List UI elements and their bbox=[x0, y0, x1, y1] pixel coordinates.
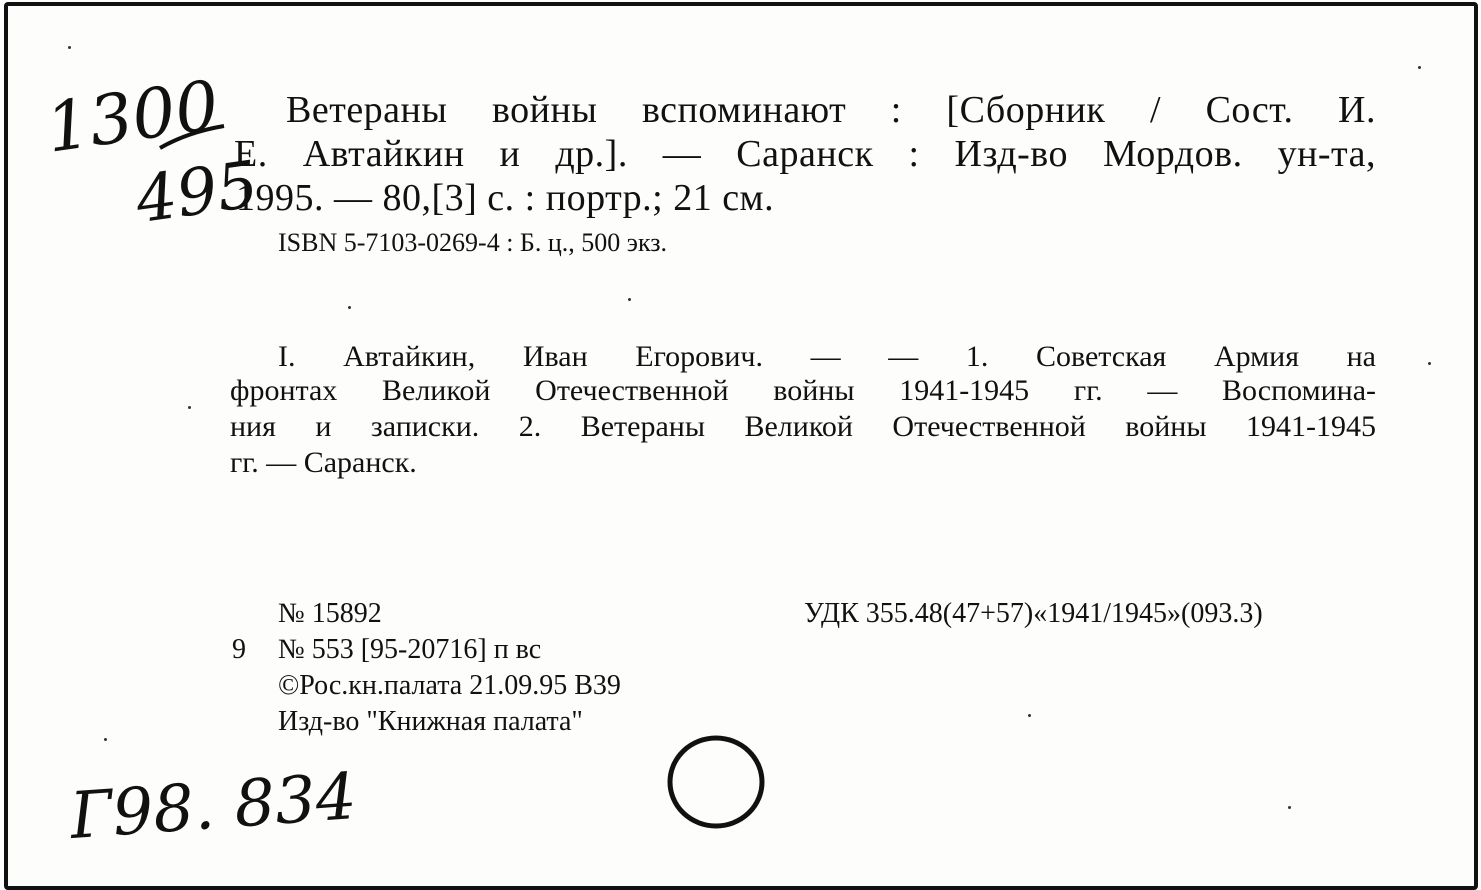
speckle bbox=[1418, 66, 1421, 69]
subject-line-1: I. Автайкин, Иван Егорович. — — 1. Советская Армия на bbox=[278, 340, 1376, 373]
chamber-number: № 553 [95-20716] п вс bbox=[278, 634, 542, 665]
title-line-3: 1995. — 80,[3] с. : портр.; 21 см. bbox=[236, 177, 775, 219]
speckle bbox=[188, 406, 191, 409]
copyright-line: ©Рос.кн.палата 21.09.95 В39 bbox=[278, 670, 621, 701]
speckle bbox=[1428, 362, 1431, 365]
title-line-2: Е. Автайкин и др.]. — Саранск : Изд-во Мордов. ун-та, bbox=[234, 133, 1376, 175]
handwritten-shelf-mark-bottom: 495 bbox=[131, 147, 263, 239]
udk-code: УДК 355.48(47+57)«1941/1945»(093.3) bbox=[804, 598, 1263, 629]
subject-line-2: фронтах Великой Отечественной войны 1941-1945 гг. — Воспомина- bbox=[230, 374, 1376, 407]
handwritten-inventory-number: Г98. 834 bbox=[67, 760, 359, 854]
record-number: № 15892 bbox=[278, 598, 382, 629]
speckle bbox=[104, 738, 107, 741]
hole-circle-mark bbox=[660, 728, 778, 836]
title-line-1: Ветераны войны вспоминают : [Сборник / Сост. И. bbox=[286, 89, 1376, 131]
speckle bbox=[68, 46, 71, 49]
subject-line-4: гг. — Саранск. bbox=[230, 446, 417, 479]
catalog-card bbox=[4, 2, 1478, 890]
subject-line-3: ния и записки. 2. Ветераны Великой Отечественной войны 1941-1945 bbox=[230, 410, 1376, 443]
line-prefix-number: 9 bbox=[232, 634, 246, 665]
speckle bbox=[1288, 806, 1291, 809]
speckle bbox=[1028, 714, 1031, 717]
speckle bbox=[348, 306, 351, 309]
publisher-line: Изд-во "Книжная палата" bbox=[278, 706, 583, 737]
speckle bbox=[628, 298, 631, 301]
handwritten-shelf-mark-top: 1300 bbox=[41, 66, 224, 169]
isbn-line: ISBN 5-7103-0269-4 : Б. ц., 500 экз. bbox=[278, 228, 667, 257]
